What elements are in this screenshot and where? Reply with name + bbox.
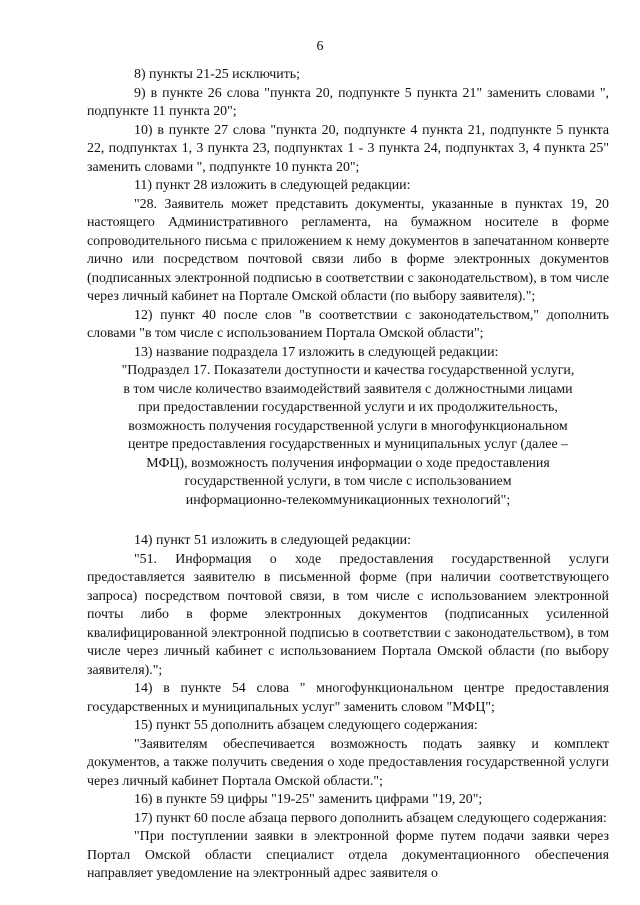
paragraph: 13) название подраздела 17 изложить в следующей редакции: xyxy=(134,344,499,360)
paragraph: 14) в пункте 54 слова " многофункциональном центре предоставления государственных и муниципальных услуг" заменить словом "МФЦ"; xyxy=(87,681,609,715)
paragraph: 17) пункт 60 после абзаца первого дополнить абзацем следующего содержания: xyxy=(134,810,607,826)
centered-line: при предоставлении государственной услуги и их продолжительность, xyxy=(138,400,558,415)
centered-line: МФЦ), возможность получения информации о ходе предоставления xyxy=(146,455,550,471)
spacer xyxy=(87,510,609,532)
centered-line: возможность получения государственной услуги в многофункциональном xyxy=(128,418,568,434)
centered-line: в том числе количество взаимодействий заявителя с должностными лицами xyxy=(123,381,573,397)
paragraph: 8) пункты 21-25 исключить; xyxy=(134,67,300,82)
paragraph: 10) в пункте 27 слова "пункта 20, подпункте 4 пункта 21, подпункте 5 пункта 22, подпунктах 1, 3 пункта 23, подпунктах 1 - 3 пункта 24, подпунктах 3, 4 пункта 25" заменить словами ", подпункте 10 пункта 20"; xyxy=(87,122,609,175)
paragraph: 11) пункт 28 изложить в следующей редакции: xyxy=(134,178,411,193)
centered-line: центре предоставления государственных и муниципальных услуг (далее – xyxy=(127,437,569,452)
document-body xyxy=(87,66,609,884)
page-number: 6 xyxy=(316,39,324,54)
quoted-paragraph: "51. Информация о ходе предоставления государственной услуги предоставляется заявителю в письменной форме (при наличии соответствующего запроса) посредством почтовой связи, в том числе с использованием электронной почты либо в форме электронных документов (подписанных усиленной квалифицированной электронной подписью в соответствии с законодательством), в том числе через личный кабинет с использованием Портала Омской области (по выбору заявителя)."; xyxy=(87,551,609,678)
paragraph: 12) пункт 40 после слов "в соответствии с законодательством," дополнить словами "в том числе с использованием Портала Омской области"; xyxy=(87,307,609,341)
quoted-paragraph: "Заявителям обеспечивается возможность подать заявку и комплект документов, а также получить сведения о ходе предоставления государственной услуги через личный кабинет Портала Омской области."; xyxy=(87,736,609,789)
quoted-paragraph: "28. Заявитель может представить документы, указанные в пунктах 19, 20 настоящего Административного регламента, на бумажном носителе в форме сопроводительного письма с приложением к нему документов в запечатанном конверте лично или посредством почтовой связи либо в форме электронных документов (подписанных электронной подписью в соответствии с законодательством), в том числе через личный кабинет на Портале Омской области (по выбору заявителя)."; xyxy=(87,196,609,304)
centered-line: государственной услуги, в том числе с использованием xyxy=(184,474,512,489)
centered-line: информационно-телекоммуникационных технологий"; xyxy=(185,492,511,508)
paragraph: 16) в пункте 59 цифры "19-25" заменить цифрами "19, 20"; xyxy=(134,792,483,807)
quoted-paragraph: "При поступлении заявки в электронной форме путем подачи заявки через Портал Омской области специалист отдела документационного обеспечения направляет уведомление на электронный адрес заявителя о xyxy=(87,829,609,881)
paragraph: 15) пункт 55 дополнить абзацем следующего содержания: xyxy=(134,718,478,733)
centered-line: "Подраздел 17. Показатели доступности и качества государственной услуги, xyxy=(121,363,575,378)
paragraph: 14) пункт 51 изложить в следующей редакции: xyxy=(134,533,411,548)
paragraph: 9) в пункте 26 слова "пункта 20, подпункте 5 пункта 21" заменить словами ", подпункте 11 пункта 20"; xyxy=(87,85,609,119)
centered-heading-block xyxy=(87,362,609,510)
